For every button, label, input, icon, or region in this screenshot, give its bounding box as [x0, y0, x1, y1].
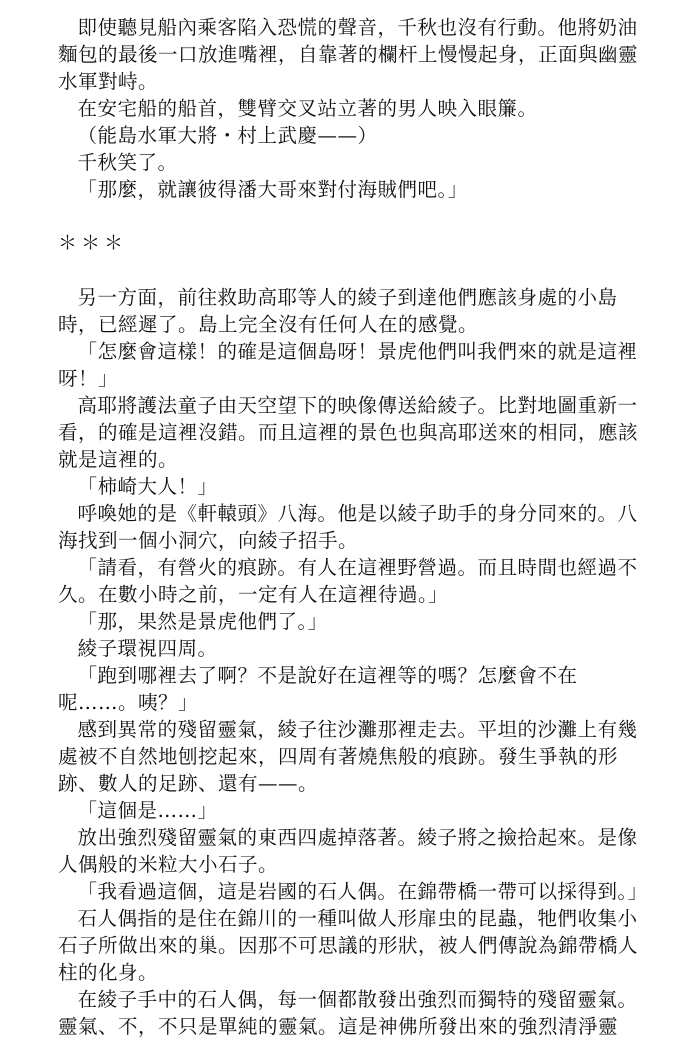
paragraph: 「那，果然是景虎他們了。」: [77, 610, 328, 633]
paragraph: 放出強烈殘留靈氣的東西四處掉落著。綾子將之撿拾起來。是像人偶般的米粒大小石子。: [58, 826, 638, 876]
paragraph: 高耶將護法童子由天空望下的映像傳送給綾子。比對地圖重新一看，的確是這裡沒錯。而且這裡的景色也與高耶送來的相同，應該就是這裡的。: [58, 394, 639, 471]
paragraph: 「柿崎大人！」: [77, 475, 218, 498]
paragraph: 石人偶指的是住在錦川的一種叫做人形扉虫的昆蟲，牠們收集小石子所做出來的巢。因那不可思議的形狀，被人們傳說為錦帶橋人柱的化身。: [58, 907, 639, 984]
paragraph: 「請看，有營火的痕跡。有人在這裡野營過。而且時間也經過不久。在數小時之前，一定有人在這裡待過。」: [58, 556, 638, 606]
paragraph: （能島水軍大將・村上武慶——）: [77, 124, 378, 147]
paragraph: 綾子環視四周。: [77, 637, 218, 660]
paragraph: 千秋笑了。: [77, 151, 178, 174]
section-separator: ＊＊＊: [58, 232, 128, 254]
paragraph: 在安宅船的船首，雙臂交叉站立著的男人映入眼簾。: [77, 97, 538, 120]
paragraph: 呼喚她的是《軒轅頭》八海。他是以綾子助手的身分同來的。八海找到一個小洞穴，向綾子招手。: [58, 502, 638, 552]
paragraph: 「怎麼會這樣！的確是這個島呀！景虎他們叫我們來的就是這裡呀！」: [58, 340, 638, 390]
paragraph: 「跑到哪裡去了啊？不是說好在這裡等的嗎？怎麼會不在呢……。咦？」: [58, 664, 578, 714]
paragraph: 即使聽見船內乘客陷入恐慌的聲音，千秋也沒有行動。他將奶油麵包的最後一口放進嘴裡，自靠著的欄杆上慢慢起身，正面與幽靈水軍對峙。: [58, 16, 639, 93]
paragraph: 「這個是……」: [77, 799, 218, 822]
paragraph: 在綾子手中的石人偶，每一個都散發出強烈而獨特的殘留靈氣。靈氣、不，不只是單純的靈氣。這是神佛所發出來的強烈清淨靈: [58, 988, 638, 1038]
blank-line: [58, 203, 650, 230]
paragraph: 「那麼，就讓彼得潘大哥來對付海賊們吧。」: [77, 178, 468, 201]
paragraph: 「我看過這個，這是岩國的石人偶。在錦帶橋一帶可以採得到。」: [77, 880, 648, 903]
paragraph: 另一方面，前往救助高耶等人的綾子到達他們應該身處的小島時，已經遲了。島上完全沒有任何人在的感覺。: [58, 286, 618, 336]
paragraph: 感到異常的殘留靈氣，綾子往沙灘那裡走去。平坦的沙灘上有幾處被不自然地刨挖起來，四周有著燒焦般的痕跡。發生爭執的形跡、數人的足跡、還有——。: [58, 718, 638, 795]
blank-line: [58, 257, 650, 284]
